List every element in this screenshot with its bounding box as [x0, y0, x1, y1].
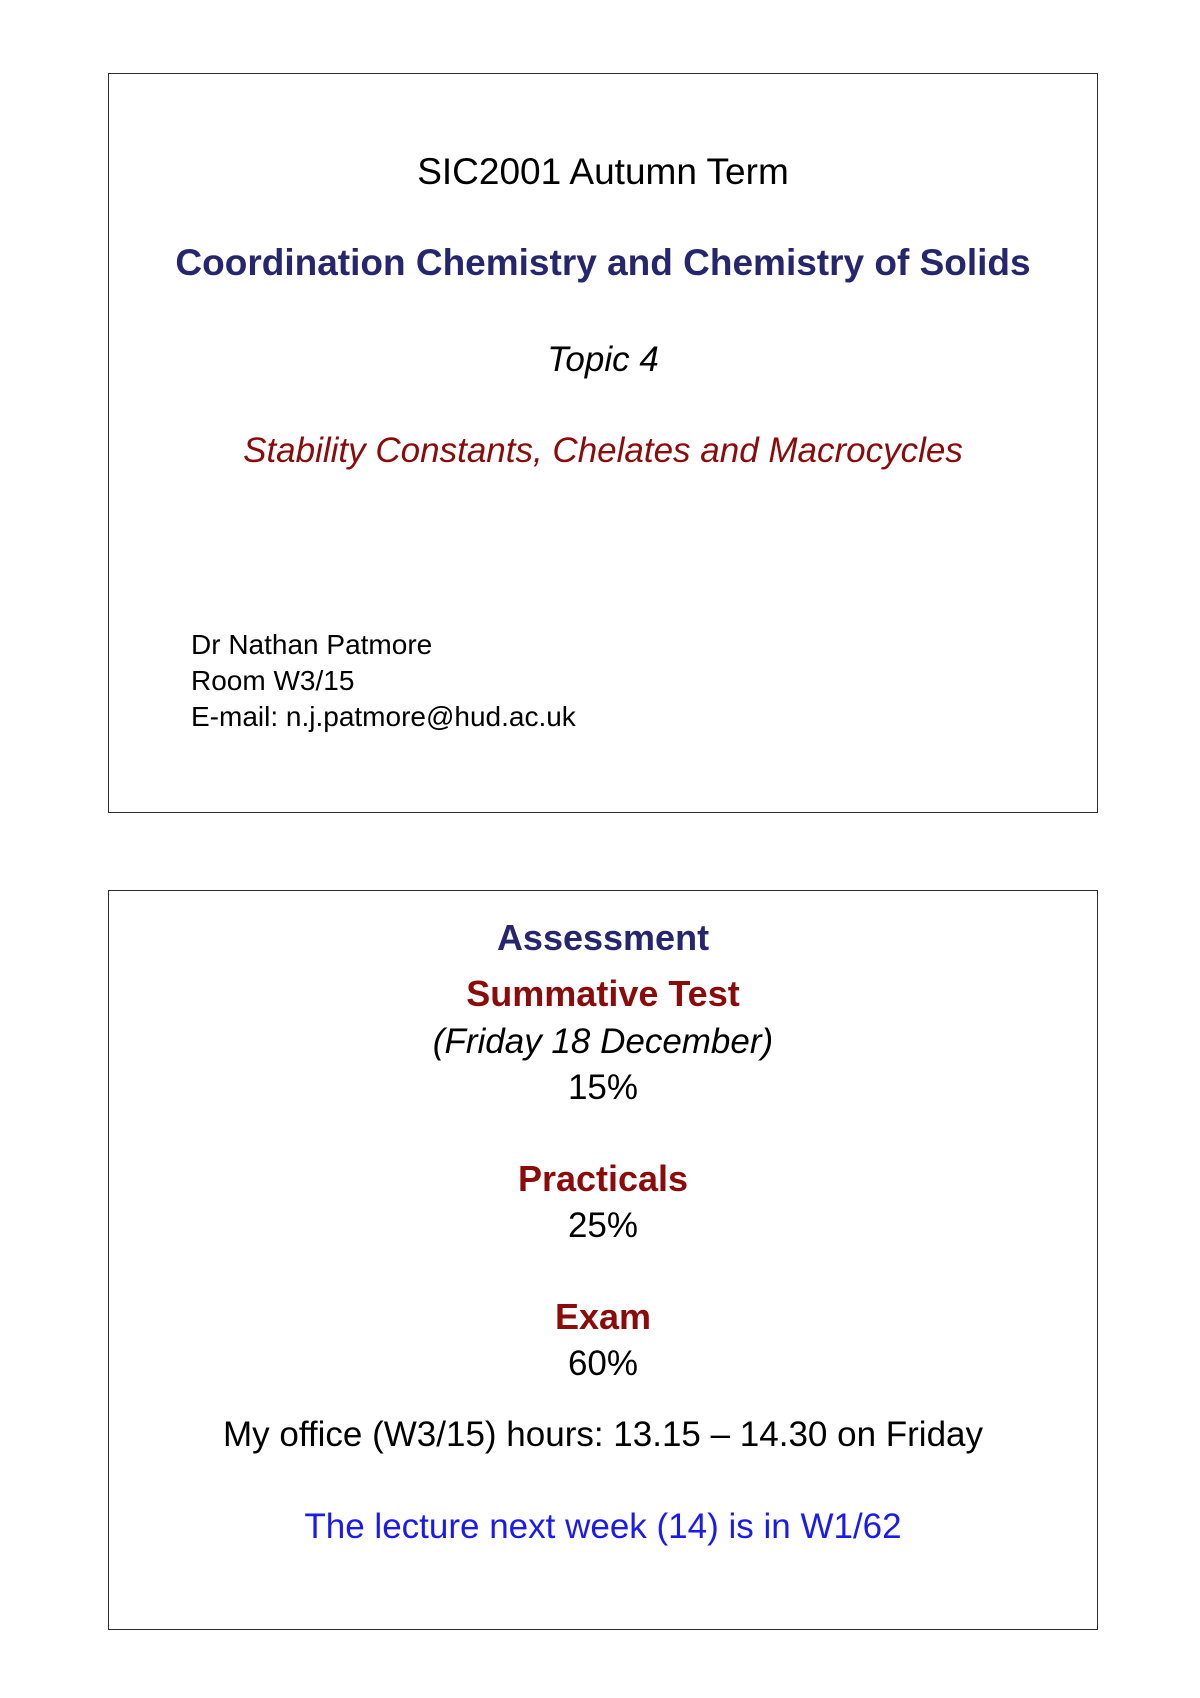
- lecturer-email: E-mail: n.j.patmore@hud.ac.uk: [191, 701, 576, 732]
- lecturer-room: Room W3/15: [191, 665, 355, 696]
- lecturer-name: Dr Nathan Patmore: [191, 629, 433, 660]
- slide-assessment: [108, 890, 1098, 1630]
- course-title: Coordination Chemistry and Chemistry of Solids: [175, 242, 1031, 283]
- office-hours: My office (W3/15) hours: 13.15 – 14.30 on Friday: [222, 1415, 984, 1454]
- summative-test-weight: 15%: [567, 1068, 639, 1107]
- summative-test-label: Summative Test: [466, 973, 740, 1014]
- contact-block: [191, 627, 576, 735]
- exam-label: Exam: [554, 1296, 652, 1337]
- topic-title: Stability Constants, Chelates and Macrocycles: [243, 431, 963, 470]
- topic-label: Topic 4: [547, 340, 659, 379]
- practicals-weight: 25%: [567, 1206, 639, 1245]
- course-code: SIC2001 Autumn Term: [417, 151, 789, 192]
- exam-weight: 60%: [567, 1344, 639, 1383]
- assessment-heading: Assessment: [496, 917, 710, 958]
- summative-test-date: (Friday 18 December): [432, 1022, 774, 1061]
- lecture-location-note: The lecture next week (14) is in W1/62: [304, 1507, 902, 1546]
- slide-title: [108, 73, 1098, 813]
- practicals-label: Practicals: [517, 1158, 689, 1199]
